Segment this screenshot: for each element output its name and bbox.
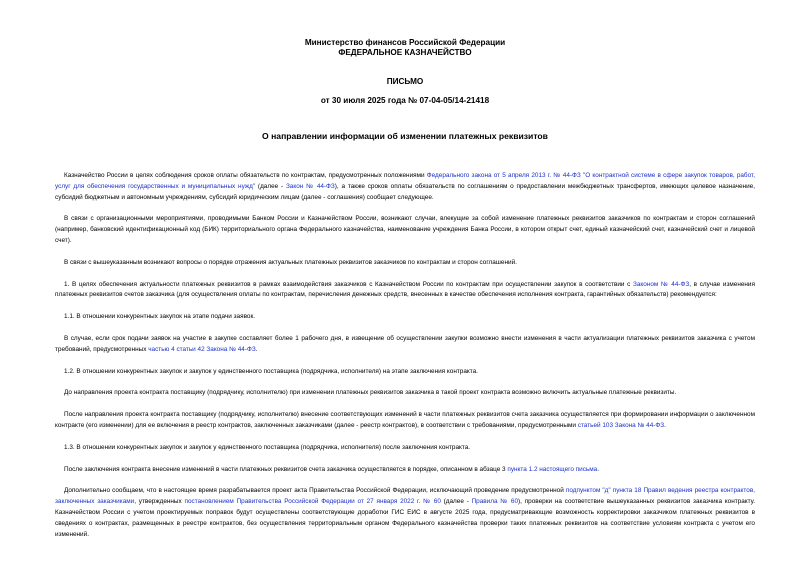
link-resolution-60[interactable]: постановлением Правительства Российской Федерации от 27 января 2022 г. № 60 xyxy=(184,498,441,506)
text-fragment: . xyxy=(255,345,258,353)
link-article-42[interactable]: частью 4 статьи 42 Закона № 44-ФЗ xyxy=(148,345,256,353)
paragraph-organizational: В связи с организационными мероприятиями, проводимыми Банком России и Казначейством России, возникают случаи, влекущие за собой изменение платежных реквизитов заказчиков по контрактам и сторон соглашений (например, банковский идентификационный код (БИК) территориального органа Федерального казначейства, наименование учреждения Банка России, в котором открыт счет, единый казначейский счет, казначейский счет и лицевой счет). xyxy=(55,215,755,244)
agency-name: ФЕДЕРАЛЬНОЕ КАЗНАЧЕЙСТВО xyxy=(338,48,472,57)
text-fragment: (далее - xyxy=(255,182,286,190)
paragraph-item-1-1: 1.1. В отношении конкурентных закупок на этапе подачи заявок. xyxy=(64,313,256,321)
paragraph-item-1-3-text xyxy=(55,465,755,476)
text-fragment: В случае, если срок подачи заявок на участие в закупке составляет более 1 рабочего дня, в извещение об осуществлении закупки возможно внести изменения в части актуализации платежных реквизитов заказчика с учетом требований, предусмотренных xyxy=(55,334,755,353)
paragraph-item-1-2-after xyxy=(55,410,755,432)
text-fragment: , утвержденных xyxy=(134,498,185,506)
text-fragment: Дополнительно сообщаем, что в настоящее время разрабатывается проект акта Правительства Российской Федерации, исключающий проведение предусмотренной xyxy=(64,487,566,495)
link-rules-item-18[interactable]: подпунктом "д" пункта 18 Правил ведения реестра контрактов, заключенных заказчиками xyxy=(55,487,755,506)
document-type: ПИСЬМО xyxy=(386,77,424,86)
text-fragment: Казначейство России в целях соблюдения сроков оплаты обязательств по контрактам, предусмотренных положениями xyxy=(64,172,427,179)
paragraph-item-1-2: 1.2. В отношении конкурентных закупок и закупок у единственного поставщика (подрядчика, исполнителя) на этапе заключения контракта. xyxy=(64,367,478,375)
text-fragment: . xyxy=(597,465,599,473)
document-number: от 30 июля 2025 года № 07-04-05/14-21418 xyxy=(320,96,490,105)
link-federal-law-44fz[interactable]: Федерального закона от 5 апреля 2013 г. № 44-ФЗ "О контрактной системе в сфере закупок товаров, работ, услуг для обеспечения государственных и муниципальных нужд" xyxy=(55,172,755,190)
paragraph-questions: В связи с вышеуказанным возникают вопросы о порядке отражения актуальных платежных реквизитов заказчиков по контрактам и сторон соглашений. xyxy=(64,258,517,266)
ministry-name: Министерство финансов Российской Федерации xyxy=(304,38,506,47)
link-rules-60[interactable]: Правила № 60 xyxy=(471,498,519,506)
link-article-103[interactable]: статьей 103 Закона № 44-ФЗ xyxy=(577,421,665,429)
paragraph-item-1-1-text xyxy=(55,334,755,356)
link-law-44fz[interactable]: Законом № 44-ФЗ xyxy=(632,280,690,288)
text-fragment: 1. В целях обеспечения актуальности платежных реквизитов в рамках взаимодействия заказчиков с Казначейством России по контрактам при осуществлении закупок в соответствии с xyxy=(64,280,633,288)
paragraph-item-1 xyxy=(55,280,755,302)
text-fragment: После заключения контракта внесение изменений в части платежных реквизитов счета заказчика осуществляется в порядке, описанном в абзаце 3 xyxy=(64,465,508,473)
text-fragment: (далее - xyxy=(440,498,472,506)
paragraph-intro xyxy=(55,171,755,203)
link-law-44fz-short[interactable]: Закон № 44-ФЗ xyxy=(285,182,335,190)
paragraph-item-1-2-text: До направления проекта контракта поставщику (подрядчику, исполнителю) при изменении платежных реквизитов заказчика в такой проект контракта возможно включить актуальные платежные реквизиты. xyxy=(64,389,677,397)
text-fragment: ), а также сроков оплаты обязательств по соглашениям о предоставлении межбюджетных трансфертов, имеющих целевое назначение, субсидий бюджетным и автономным учреждениям, субсидий юридическим лицам (далее - соглашения) сообщает следующее. xyxy=(55,182,755,201)
paragraph-item-1-3: 1.3. В отношении конкурентных закупок и закупок у единственного поставщика (подрядчика, исполнителя) после заключения контракта. xyxy=(64,443,471,451)
paragraph-additional xyxy=(55,486,755,540)
text-fragment: , в случае изменения платежных реквизитов счетов заказчика (для осуществления оплаты по контрактам, перечисления денежных средств, внесенных в качестве обеспечения исполнения контракта, гарантийных обязательств) рекомендуется: xyxy=(55,280,755,299)
text-fragment: После направления проекта контракта поставщику (подрядчику, исполнителю) внесение соответствующих изменений в части платежных реквизитов счета заказчика осуществляется при формировании информации о заключенном контракте (его изменении) для ее включения в реестр контрактов, заключенных заказчиками (далее - реестр контрактов), в соответствии с требованиями, предусмотренными xyxy=(55,411,755,429)
document-body xyxy=(55,171,755,540)
text-fragment: ), проверки на соответствие вышеуказанных реквизитов заказчика контракту. Казначейством России с учетом проектируемых поправок будут осуществлены соответствующие доработки ГИС ЕИС в августе 2025 года, предусматривающие возможность корректировки заказчиком платежных реквизитов в сведениях о контрактах, размещенных в реестре контрактов, без осуществления территориальным органом Федерального казначейства проверки таких платежных реквизитов на соответствие условиям контракта с учетом его изменений. xyxy=(55,498,755,538)
text-fragment: . xyxy=(664,421,666,429)
document-subject: О направлении информации об изменении платежных реквизитов xyxy=(262,131,548,141)
link-item-1-2[interactable]: пункта 1.2 настоящего письма xyxy=(507,465,598,473)
